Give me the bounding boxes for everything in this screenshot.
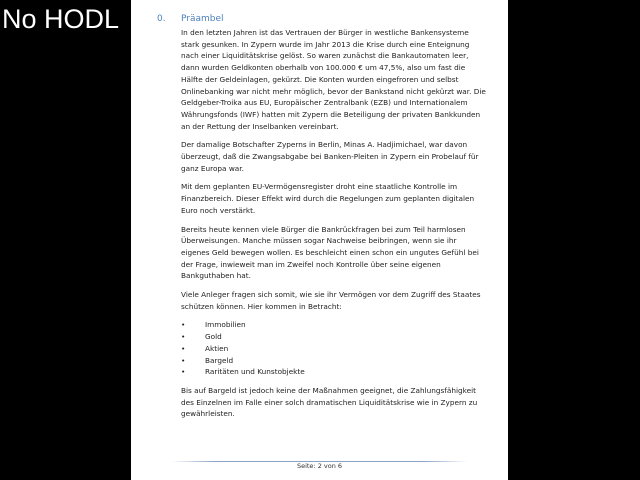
document-body	[181, 27, 487, 427]
page-number-footer: Seite: 2 von 6	[296, 462, 343, 470]
list-item	[181, 355, 487, 367]
bullet-icon: •	[181, 332, 186, 342]
bullet-icon: •	[181, 343, 186, 353]
list-item-label: Immobilien	[205, 320, 246, 330]
list-item-label: Gold	[205, 332, 222, 342]
section-title: Präambel	[181, 14, 224, 24]
overlay-title: No HODL	[2, 4, 120, 34]
paragraph: Viele Anleger fragen sich somit, wie sie ihr Vermögen vor dem Zugriff des Staates schützen können. Hier kommen in Betracht:	[181, 290, 481, 311]
paragraph: Bereits heute kennen viele Bürger die Bankrückfragen bei zum Teil harmlosen Überweisungen. Manche müssen sogar Nachweise beibringen, wenn sie ihr eigenes Geld bewegen wollen. Es beschleicht einen schon ein ungutes Gefühl bei der Frage, inwieweit man im Zweifel noch Kontrolle über seine eigenen Bankguthaben hat.	[181, 224, 479, 281]
list-item	[181, 366, 487, 378]
closing-paragraph: Bis auf Bargeld ist jedoch keine der Maßnahmen geeignet, die Zahlungsfähigkeit des Einzelnen im Falle einer solch dramatischen Liquiditätskrise wie in Zypern zu gewährleisten.	[181, 385, 478, 419]
list-item-label: Aktien	[205, 343, 229, 353]
paragraph: Mit dem geplanten EU-Vermögensregister droht eine staatliche Kontrolle im Finanzbereich. Dieser Effekt wird durch die Regelungen zum geplanten digitalen Euro noch verstärkt.	[181, 182, 475, 215]
section-heading	[157, 13, 224, 25]
list-item	[181, 343, 487, 355]
bullet-icon: •	[181, 367, 186, 377]
list-item	[181, 331, 487, 343]
paragraph: In den letzten Jahren ist das Vertrauen der Bürger in westliche Bankensysteme stark gesunken. In Zypern wurde im Jahr 2013 die Krise durch eine Enteignung nach einer Liquiditätskrise gelöst. So waren zunächst die Bankautomaten leer, dann wurden Geldkonten oberhalb von 100.000 € um 47,5%, also um fast die Hälfte der Geldeinlagen, gekürzt. Die Konten wurden eingefroren und selbst Onlinebanking war nicht mehr möglich, bevor der Bankstand nicht gekürzt war. Die Geldgeber-Troika aus EU, Europäischer Zentralbank (EZB) und Internationalem Währungsfonds (IWF) hatten mit Zypern die Beteiligung der privaten Bankkunden an der Rettung der Inselbanken vereinbart.	[181, 28, 486, 131]
list-item	[181, 319, 487, 331]
paragraph: Der damalige Botschafter Zyperns in Berlin, Minas A. Hadjimichael, war davon überzeugt, daß die Zwangsabgabe bei Banken-Pleiten in Zypern ein Probelauf für ganz Europa war.	[181, 140, 479, 173]
bullet-icon: •	[181, 355, 186, 365]
document-page	[131, 0, 508, 480]
asset-list	[181, 319, 487, 378]
list-item-label: Bargeld	[205, 355, 234, 365]
section-number: 0.	[157, 14, 166, 24]
list-item-label: Raritäten und Kunstobjekte	[205, 367, 305, 377]
bullet-icon: •	[181, 320, 186, 330]
